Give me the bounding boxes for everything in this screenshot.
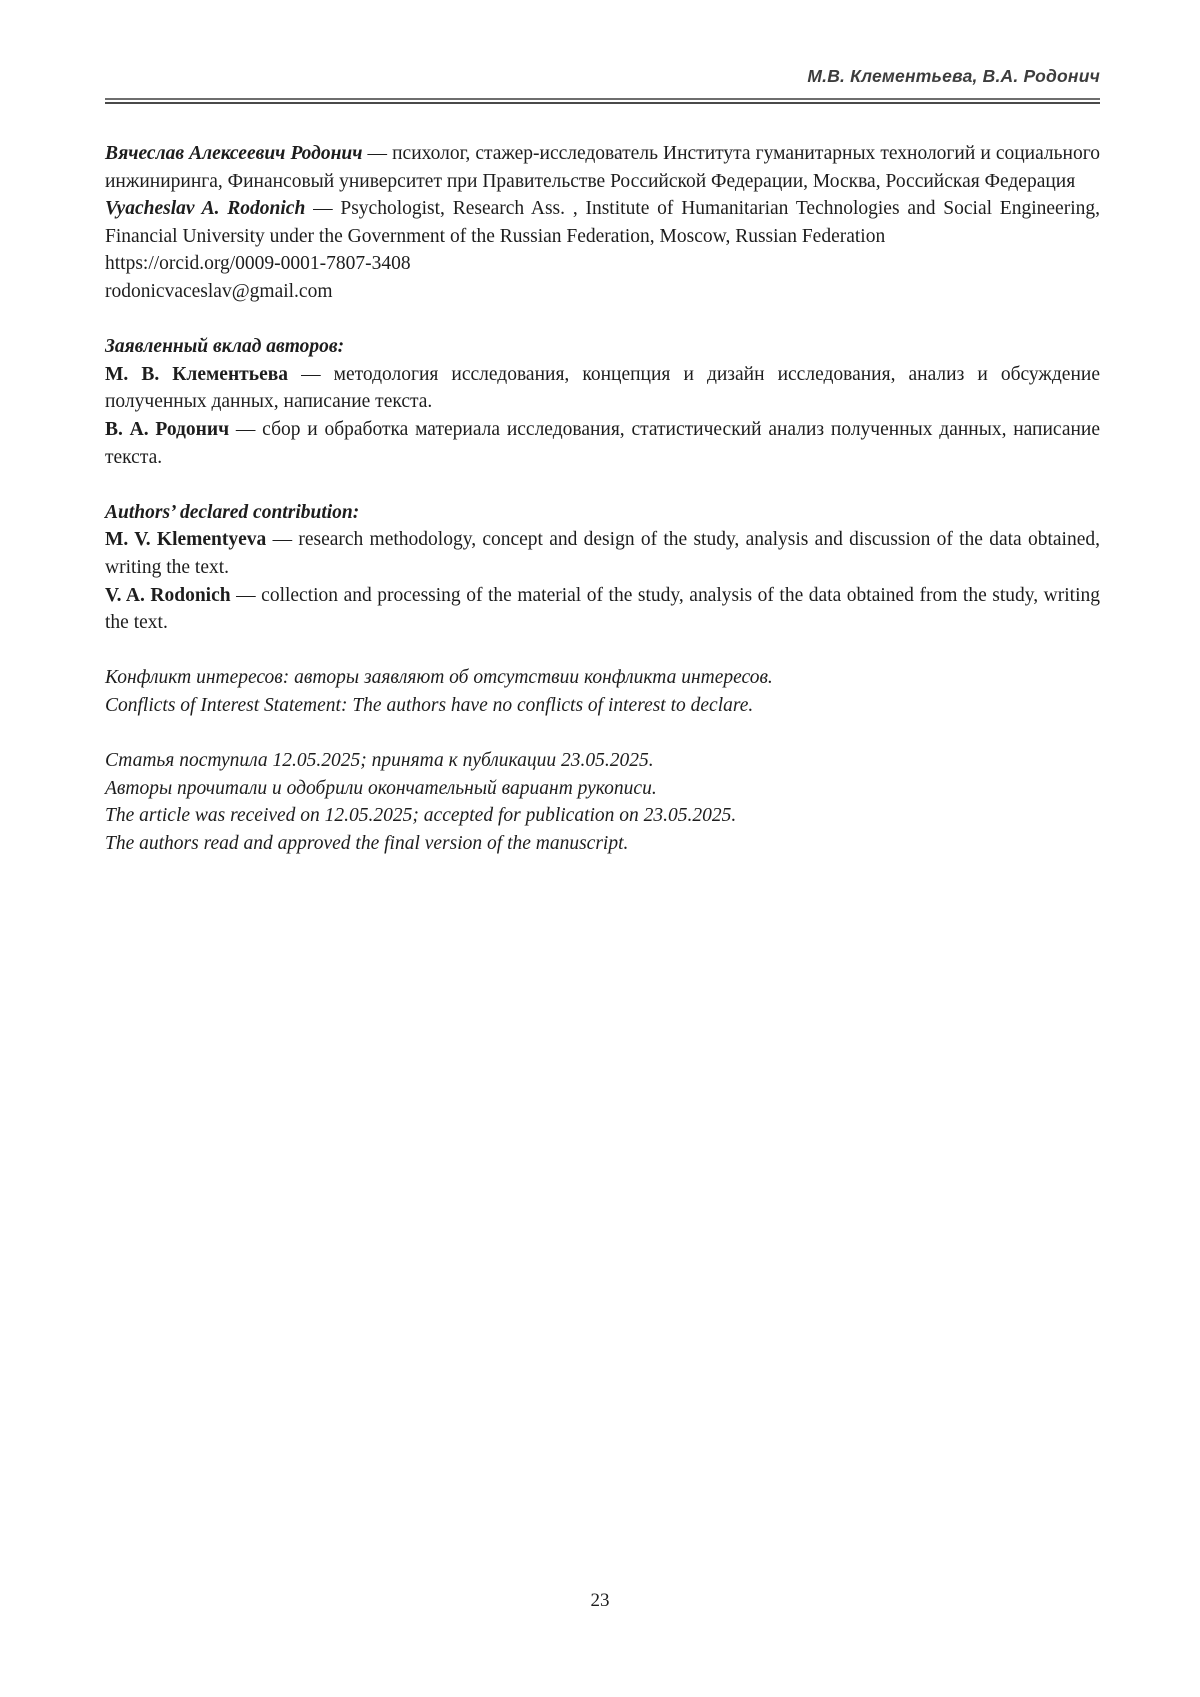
received-date-ru: Статья поступила 12.05.2025; принята к публикации 23.05.2025. (105, 750, 654, 772)
contributor-name: М. В. Клементьева (105, 363, 289, 385)
contribution-en-item-1 (105, 526, 1100, 581)
contribution-ru-item-2 (105, 416, 1100, 471)
contribution-ru-heading: Заявленный вклад авторов: (105, 336, 345, 358)
body-text (105, 140, 1100, 857)
author-bio-ru-text: — психолог, стажер-исследователь Института гуманитарных технологий и социального инжиниринга, Финансовый университет при Правительстве Российской Федерации, Москва, Российская Федерация (105, 143, 1101, 192)
orcid-link[interactable]: https://orcid.org/0009-0001-7807-3408 (105, 253, 411, 275)
contribution-text: — research methodology, concept and design of the study, analysis and discussion of the data obtained, writing the text. (105, 529, 1100, 578)
author-bio-ru (105, 140, 1100, 195)
author-bio-en-text: — Psychologist, Research Ass. , Institute of Humanitarian Technologies and Social Engineering, Financial University under the Government of the Russian Federation, Moscow, Russian Federation (105, 198, 1100, 247)
contributor-name: В. А. Родонич (105, 418, 230, 440)
author-name-ru: Вячеслав Алексеевич Родонич (105, 143, 363, 164)
contribution-ru-item-1 (105, 361, 1100, 416)
author-bio-en (105, 195, 1100, 250)
contribution-en-item-2 (105, 582, 1100, 637)
contribution-text: — collection and processing of the material of the study, analysis of the data obtained from the study, writing the text. (105, 584, 1100, 634)
contribution-en-heading: Authors’ declared contribution: (105, 501, 360, 523)
received-date-en: The article was received on 12.05.2025; accepted for publication on 23.05.2025. (105, 805, 737, 827)
running-head: М.В. Клементьева, В.А. Родонич (807, 66, 1100, 86)
page-content (105, 0, 1100, 857)
conflict-statement-en: Conflicts of Interest Statement: The authors have no conflicts of interest to declare. (105, 694, 754, 716)
email-link[interactable]: rodonicvaceslav@gmail.com (105, 280, 333, 302)
contribution-text: — сбор и обработка материала исследования, статистический анализ полученных данных, написание текста. (105, 418, 1101, 468)
approved-note-en: The authors read and approved the final version of the manuscript. (105, 832, 629, 854)
page-number: 23 (590, 1590, 610, 1611)
contributor-name: V. A. Rodonich (105, 584, 231, 606)
conflict-statement-ru: Конфликт интересов: авторы заявляют об отсутствии конфликта интересов. (105, 667, 773, 689)
contribution-text: — методология исследования, концепция и дизайн исследования, анализ и обсуждение полученных данных, написание текста. (105, 363, 1100, 413)
header-double-rule (105, 98, 1100, 104)
contributor-name: M. V. Klementyeva (105, 529, 267, 551)
author-name-en: Vyacheslav A. Rodonich (105, 198, 306, 220)
approved-note-ru: Авторы прочитали и одобрили окончательный вариант рукописи. (105, 777, 657, 799)
